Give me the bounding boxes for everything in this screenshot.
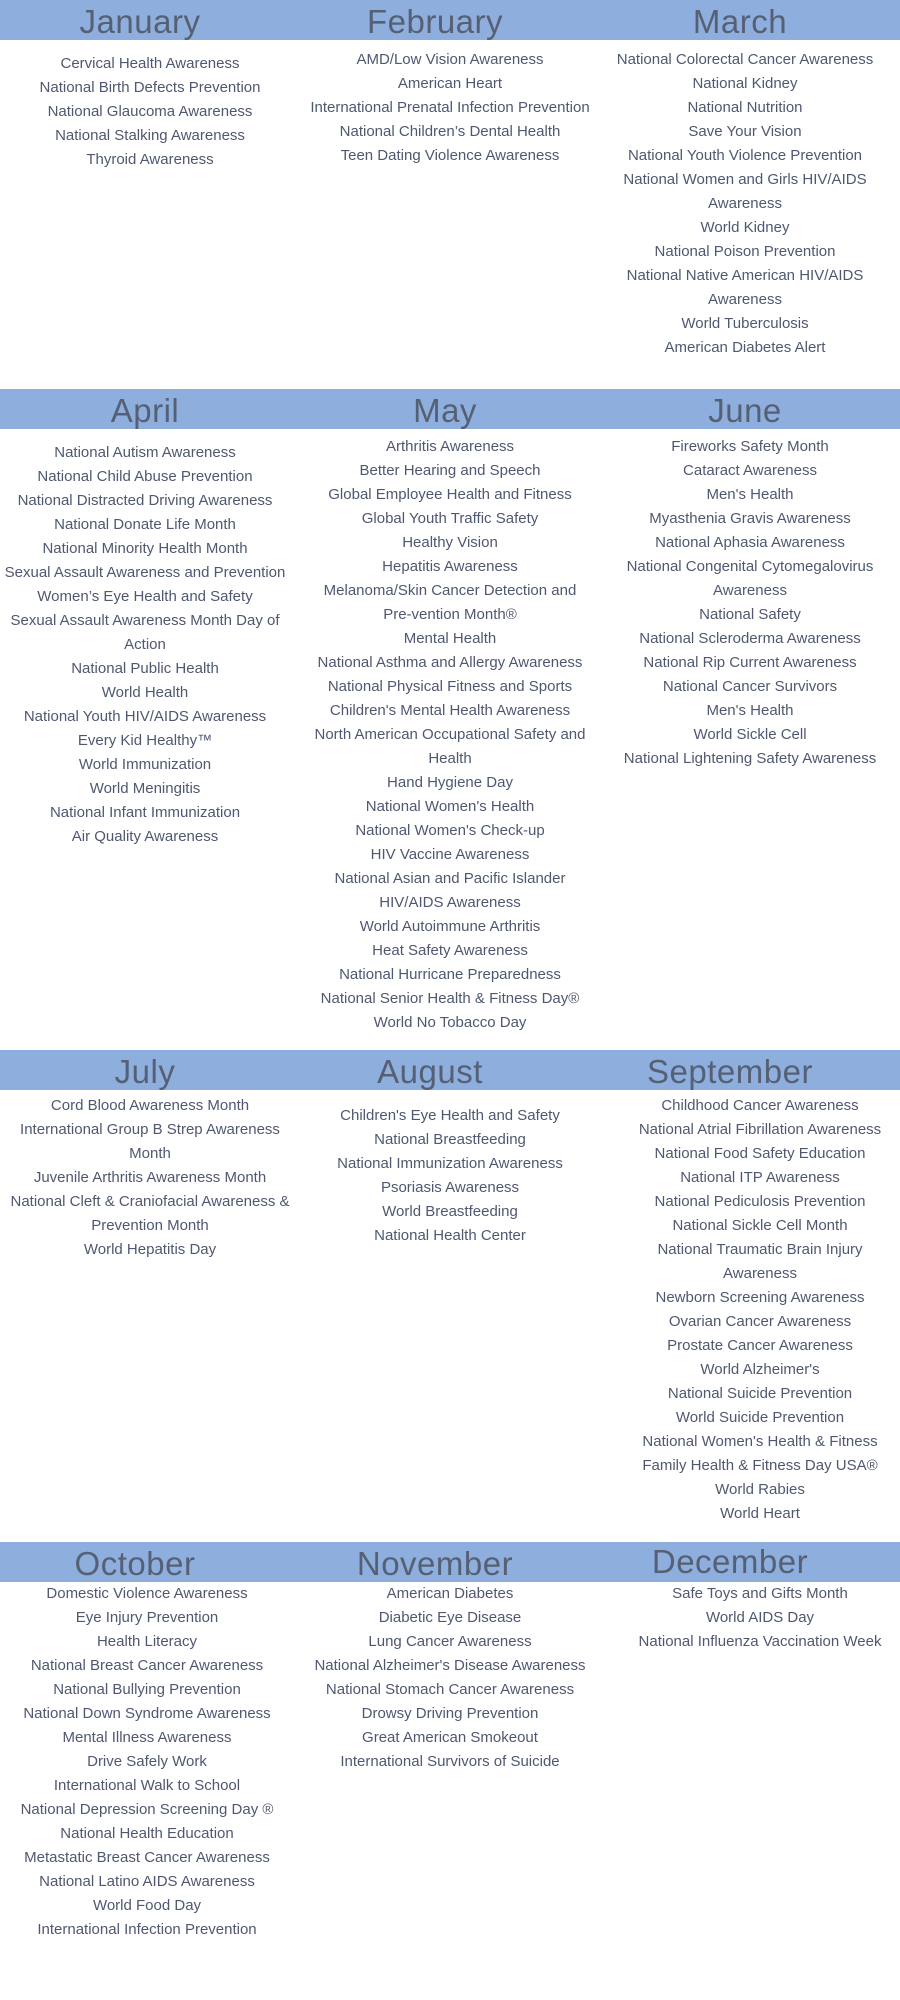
list-item: American Diabetes (386, 1585, 514, 1602)
list-item: World AIDS Day (705, 1609, 815, 1626)
list-item: Cord Blood Awareness Month (50, 1097, 250, 1114)
list-item: National Cleft & Craniofacial Awareness & Prevention Month (10, 1193, 290, 1234)
list-item: Cervical Health Awareness (60, 55, 240, 72)
month-august (300, 1050, 600, 1248)
list-item: National Infant Immunization (49, 804, 241, 821)
list-item: Domestic Violence Awareness (46, 1585, 248, 1602)
list-item: National Depression Screening Day ® (20, 1801, 274, 1818)
list-item: Newborn Screening Awareness (655, 1289, 865, 1306)
list-item: National Pediculosis Prevention (654, 1193, 866, 1210)
month-title: October (74, 1545, 196, 1582)
list-item: National Safety (699, 606, 801, 623)
list-item: Psoriasis Awareness (380, 1179, 520, 1196)
list-item: National Traumatic Brain Injury Awareness (657, 1241, 863, 1282)
month-items (300, 1582, 600, 1774)
list-item: National Women's Check-up (355, 822, 545, 839)
list-item: World Heart (720, 1505, 800, 1522)
list-item: Drowsy Driving Prevention (361, 1705, 539, 1722)
list-item: Better Hearing and Speech (359, 462, 541, 479)
list-item: National Latino AIDS Awareness (39, 1873, 255, 1890)
list-item: World Immunization (78, 756, 212, 773)
list-item: Hand Hygiene Day (387, 774, 513, 791)
month-july (0, 1050, 300, 1262)
list-item: National Alzheimer's Disease Awareness (314, 1657, 586, 1674)
list-item: National Scleroderma Awareness (639, 630, 861, 647)
month-title: February (366, 3, 504, 40)
month-october (0, 1542, 300, 1942)
list-item: National Women's Health (365, 798, 535, 815)
list-item: World Kidney (700, 219, 790, 236)
list-item: National Down Syndrome Awareness (23, 1705, 271, 1722)
list-item: World Sickle Cell (693, 726, 807, 743)
month-items (300, 48, 600, 168)
list-item: National Aphasia Awareness (655, 534, 845, 551)
list-item: National Atrial Fibrillation Awareness (638, 1121, 882, 1138)
list-item: World Suicide Prevention (675, 1409, 845, 1426)
list-item: Juvenile Arthritis Awareness Month (33, 1169, 267, 1186)
month-title: November (356, 1545, 514, 1582)
list-item: National Colorectal Cancer Awareness (616, 51, 874, 68)
list-item: Great American Smokeout (362, 1729, 538, 1746)
list-item: World Hepatitis Day (83, 1241, 217, 1258)
month-may (300, 389, 600, 1035)
list-item: International Infection Prevention (37, 1921, 257, 1938)
month-items (600, 1582, 900, 1654)
list-item: National Child Abuse Prevention (37, 468, 253, 485)
list-item: American Diabetes Alert (664, 339, 826, 356)
list-item: Family Health & Fitness Day USA® (642, 1457, 878, 1474)
list-item: Sexual Assault Awareness and Prevention (4, 564, 286, 581)
list-item: National Asthma and Allergy Awareness (317, 654, 583, 671)
month-title: December (651, 1543, 809, 1580)
list-item: Lung Cancer Awareness (368, 1633, 532, 1650)
list-item: World Autoimmune Arthritis (359, 918, 541, 935)
list-item: Every Kid Healthy™ (77, 732, 213, 749)
month-items (600, 48, 900, 360)
list-item: Ovarian Cancer Awareness (668, 1313, 852, 1330)
month-june (600, 389, 900, 771)
list-item: Health Literacy (96, 1633, 198, 1650)
list-item: National Rip Current Awareness (643, 654, 857, 671)
list-item: Mental Health (403, 630, 497, 647)
list-item: Women’s Eye Health and Safety (37, 588, 253, 605)
list-item: HIV Vaccine Awareness (370, 846, 530, 863)
list-item: Cataract Awareness (683, 462, 817, 479)
list-item: National Lightening Safety Awareness (623, 750, 877, 767)
list-item: Arthritis Awareness (385, 438, 515, 455)
list-item: Children's Mental Health Awareness (329, 702, 571, 719)
list-item: Men's Health (706, 702, 794, 719)
month-title: May (413, 392, 477, 429)
list-item: National Breast Cancer Awareness (30, 1657, 264, 1674)
list-item: Save Your Vision (688, 123, 802, 140)
list-item: National Breastfeeding (374, 1131, 526, 1148)
list-item: National Children’s Dental Health (339, 123, 561, 140)
list-item: National Youth Violence Prevention (627, 147, 863, 164)
list-item: Children's Eye Health and Safety (340, 1107, 560, 1124)
list-item: National Bullying Prevention (53, 1681, 241, 1698)
list-item: North American Occupational Safety and Health (314, 726, 586, 767)
list-item: National Birth Defects Prevention (39, 79, 261, 96)
list-item: Safe Toys and Gifts Month (672, 1585, 848, 1602)
month-title: August (377, 1053, 483, 1090)
month-february (300, 0, 600, 168)
list-item: World Alzheimer's (700, 1361, 820, 1378)
month-items (300, 435, 600, 1035)
list-item: American Heart (397, 75, 503, 92)
list-item: Childhood Cancer Awareness (661, 1097, 859, 1114)
list-item: National Glaucoma Awareness (47, 103, 253, 120)
list-item: Drive Safely Work (87, 1753, 207, 1770)
month-september (600, 1050, 900, 1526)
list-item: National Suicide Prevention (667, 1385, 853, 1402)
list-item: Melanoma/Skin Cancer Detection and Pre-vention Month® (323, 582, 577, 623)
month-title: March (692, 3, 788, 40)
month-title: September (647, 1053, 813, 1090)
list-item: National Immunization Awareness (337, 1155, 563, 1172)
list-item: National Donate Life Month (54, 516, 236, 533)
list-item: Thyroid Awareness (86, 151, 214, 168)
list-item: World Breastfeeding (382, 1203, 518, 1220)
list-item: International Survivors of Suicide (340, 1753, 560, 1770)
list-item: Healthy Vision (402, 534, 498, 551)
list-item: Global Employee Health and Fitness (328, 486, 572, 503)
month-title: July (114, 1053, 176, 1090)
list-item: International Group B Strep Awareness Month (20, 1121, 280, 1162)
month-items (0, 52, 300, 172)
list-item: National Nutrition (687, 99, 803, 116)
list-item: Eye Injury Prevention (75, 1609, 219, 1626)
list-item: Diabetic Eye Disease (378, 1609, 522, 1626)
list-item: Myasthenia Gravis Awareness (649, 510, 851, 527)
month-january (0, 0, 300, 172)
list-item: AMD/Low Vision Awareness (356, 51, 544, 68)
list-item: World No Tobacco Day (373, 1014, 527, 1031)
list-item: National Stalking Awareness (55, 127, 245, 144)
list-item: National Congenital Cytomegalovirus Awareness (626, 558, 874, 599)
list-item: National Autism Awareness (54, 444, 236, 461)
list-item: National Youth HIV/AIDS Awareness (23, 708, 267, 725)
list-item: National Physical Fitness and Sports (327, 678, 573, 695)
month-items (0, 441, 300, 849)
month-december (600, 1542, 900, 1654)
list-item: Fireworks Safety Month (671, 438, 829, 455)
list-item: National Asian and Pacific Islander HIV/AIDS Awareness (334, 870, 566, 911)
list-item: World Tuberculosis (681, 315, 809, 332)
month-items (600, 435, 900, 771)
month-title: January (79, 3, 201, 40)
list-item: National Native American HIV/AIDS Awareness (626, 267, 864, 308)
month-items (0, 1582, 300, 1942)
list-item: Sexual Assault Awareness Month Day of Action (10, 612, 280, 653)
list-item: National Minority Health Month (42, 540, 248, 557)
list-item: Global Youth Traffic Safety (361, 510, 539, 527)
month-march (600, 0, 900, 360)
list-item: National Food Safety Education (654, 1145, 866, 1162)
list-item: National Sickle Cell Month (672, 1217, 848, 1234)
list-item: National Poison Prevention (654, 243, 836, 260)
list-item: Hepatitis Awareness (382, 558, 518, 575)
list-item: International Walk to School (53, 1777, 241, 1794)
list-item: National Health Center (374, 1227, 526, 1244)
list-item: Air Quality Awareness (71, 828, 219, 845)
list-item: National Hurricane Preparedness (339, 966, 561, 983)
list-item: Metastatic Breast Cancer Awareness (24, 1849, 270, 1866)
list-item: National Women's Health & Fitness (642, 1433, 878, 1450)
list-item: World Food Day (92, 1897, 202, 1914)
list-item: National Senior Health & Fitness Day® (320, 990, 580, 1007)
list-item: National ITP Awareness (680, 1169, 840, 1186)
list-item: National Women and Girls HIV/AIDS Awareness (623, 171, 867, 212)
list-item: National Influenza Vaccination Week (638, 1633, 882, 1650)
list-item: National Cancer Survivors (662, 678, 838, 695)
month-title: June (708, 392, 782, 429)
list-item: National Distracted Driving Awareness (17, 492, 273, 509)
list-item: National Kidney (692, 75, 798, 92)
list-item: National Public Health (71, 660, 219, 677)
list-item: Teen Dating Violence Awareness (340, 147, 560, 164)
list-item: National Stomach Cancer Awareness (325, 1681, 575, 1698)
month-april (0, 389, 300, 849)
month-items (0, 1094, 300, 1262)
list-item: National Health Education (60, 1825, 234, 1842)
list-item: International Prenatal Infection Prevention (310, 99, 590, 116)
list-item: Mental Illness Awareness (62, 1729, 232, 1746)
list-item: Heat Safety Awareness (372, 942, 528, 959)
month-items (600, 1094, 900, 1526)
list-item: Men's Health (706, 486, 794, 503)
list-item: Prostate Cancer Awareness (667, 1337, 853, 1354)
month-title: April (110, 392, 180, 429)
month-november (300, 1542, 600, 1774)
list-item: World Health (101, 684, 189, 701)
month-items (300, 1104, 600, 1248)
list-item: World Meningitis (89, 780, 201, 797)
list-item: World Rabies (715, 1481, 805, 1498)
